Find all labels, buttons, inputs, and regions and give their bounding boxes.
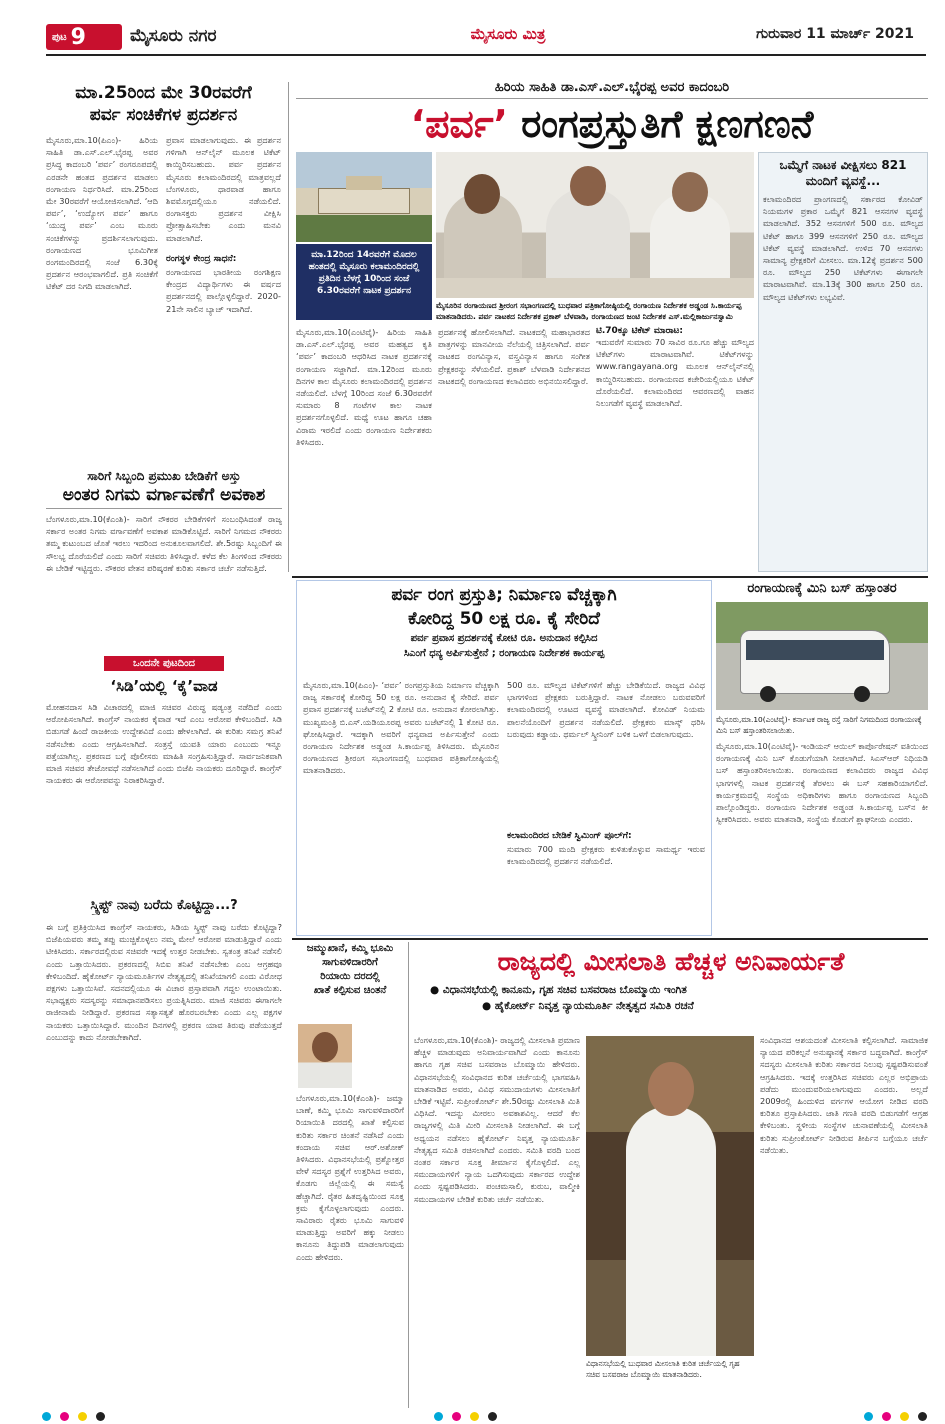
title-headline-red: ‘ಪರ್ವ’ [410,102,508,146]
registration-dot [434,1412,443,1421]
bommai-photo [586,1036,754,1356]
section-name: ಮೈಸೂರು ನಗರ [130,26,217,46]
body-col-2: 500 ರೂ. ಮೌಲ್ಯದ ಟಿಕೆಟ್‌ಗಳಿಗೆ ಹೆಚ್ಚು ಬೇಡಿಕೆಯಿದೆ. ರಾಜ್ಯದ ವಿವಿಧ ಭಾಗಗಳಿಂದ ಪ್ರೇಕ್ಷಕರು ಬರುತ್ತಿದ್ದಾರೆ. ನಾಟಕ ನೋಡಲು ಬರುವವರಿಗೆ ಕಲಾಮಂದಿರದಲ್ಲಿ ಊಟದ ವ್ಯವಸ್ಥೆ ಮಾಡಲಾಗಿದೆ. ಕೋವಿಡ್ ನಿಯಮ ಪಾಲನೆಯೊಂದಿಗೆ ಪ್ರದರ್ಶನ ನಡೆಯಲಿದೆ. ಪ್ರೇಕ್ಷಕರು ಮಾಸ್ಕ್ ಧರಿಸಿ ಬರುವುದು ಕಡ್ಡಾಯ. ಥರ್ಮಲ್ ಸ್ಕ್ರೀನಿಂಗ್ ಬಳಿಕ ಒಳಗೆ ಬಿಡಲಾಗುವುದು. [507,680,705,739]
header-rule [46,54,926,56]
registration-dot [900,1412,909,1421]
registration-dot [882,1412,891,1421]
headline: ರಿಯಾಯಿ ದರದಲ್ಲಿ [320,971,380,982]
subhead: ಸ್ಕ್ರಿಪ್ಟ್ ನಾವು ಬರೆದು ಕೊಟ್ಟಿದ್ದಾ...? [90,898,238,913]
subhead: ಕಲಾಮಂದಿರದ ಬೇಡಿಕೆ ಸ್ವಿಮಿಂಗ್ ಪೂಲ್‌ಗೆ: [507,831,632,841]
deck: ಸಿಎಂಗೆ ಧನ್ಯ ಅರ್ಪಿಸುತ್ತೇನೆ ; ರಂಗಾಯಣ ನಿರ್ದೇಶಕ ಕಾರ್ಯಪ್ಪ [403,648,605,659]
headline: ಮಾ.25ರಿಂದ ಮೇ 30ರವರೆಗೆ [75,83,252,103]
issue-date: ಗುರುವಾರ 11 ಮಾರ್ಚ್ 2021 [756,26,914,42]
page-number-badge [46,24,122,50]
body: ಬೆಂಗಳೂರು,ಮಾ.10(ಕೆಎಂಶಿ)- ಸಾರಿಗೆ ನೌಕರರ ಬೇಡಿಕೆಗಳಿಗೆ ಸಂಬಂಧಿಸಿದಂತೆ ರಾಜ್ಯ ಸರ್ಕಾರ ಅಂತರ ನಿಗಮ ವರ್ಗಾವಣೆಗೆ ಅವಕಾಶ ಮಾಡಿಕೊಟ್ಟಿದೆ. ಸಾರಿಗೆ ನಿಗಮದ ನೌಕರರು ತಮ್ಮ ಕುಟುಂಬದ ಜೊತೆ ಇರಲು ಇದರಿಂದ ಅನುಕೂಲವಾಗಲಿದೆ. ಶೇ.5ರಷ್ಟು ಸಿಬ್ಬಂದಿಗೆ ಈ ಸೌಲಭ್ಯ ದೊರೆಯಲಿದೆ ಎಂದು ಸಾರಿಗೆ ಸಚಿವರು ತಿಳಿಸಿದ್ದಾರೆ. ಕಳೆದ ಕೆಲ ತಿಂಗಳಿಂದ ನೌಕರರು ಈ ಬೇಡಿಕೆ ಇಟ್ಟಿದ್ದರು. ನೌಕರರ ವೇತನ ಪರಿಷ್ಕರಣೆ ಕುರಿತು ಸರ್ಕಾರ ಚರ್ಚೆ ನಡೆಸುತ್ತಿದೆ. [46,514,282,573]
press-photo-caption: ಮೈಸೂರಿನ ರಂಗಾಯಣದ ಶ್ರೀರಂಗ ಸಭಾಂಗಣದಲ್ಲಿ ಬುಧವಾರ ಪತ್ರಿಕಾಗೋಷ್ಠಿಯಲ್ಲಿ ರಂಗಾಯಣ ನಿರ್ದೇಶಕ ಅಡ್ಡಂಡ ಸಿ.ಕಾರ್ಯಪ್ಪ ಮಾತನಾಡಿದರು. ಪರ್ವ ನಾಟಕದ ನಿರ್ದೇಶಕ ಪ್ರಕಾಶ್ ಬೆಳವಾಡಿ, ರಂಗಾಯಣದ ಜಂಟಿ ನಿರ್ದೇಶಕ ಎಸ್.ಮಲ್ಲಿಕಾರ್ಜುನಸ್ವಾಮಿ [436,301,742,321]
masthead: ಮೈಸೂರು ಮಿತ್ರ [470,25,546,43]
body-continued: ಈ ಬಗ್ಗೆ ಪ್ರತಿಕ್ರಿಯಿಸಿದ ಕಾಂಗ್ರೆಸ್ ನಾಯಕರು, ಸಿಡಿಯ ಸ್ಕ್ರಿಪ್ಟ್ ನಾವು ಬರೆದು ಕೊಟ್ಟಿದ್ದಾ? ಬಿಜೆಪಿಯವರು ತಮ್ಮ ತಪ್ಪು ಮುಚ್ಚಿಕೊಳ್ಳಲು ನಮ್ಮ ಮೇಲೆ ಆರೋಪ ಮಾಡುತ್ತಿದ್ದಾರೆ ಎಂದು ಟೀಕಿಸಿದರು. ಸರ್ಕಾರದಲ್ಲಿರುವ ಸಚಿವರೇ ಇದಕ್ಕೆ ಉತ್ತರ ನೀಡಬೇಕು. ಸ್ವತಂತ್ರ ತನಿಖೆ ನಡೆಸಲಿ ಎಂದು ಒತ್ತಾಯಿಸಿದರು. ಪ್ರಕರಣದಲ್ಲಿ ಸಿಬಿಐ ತನಿಖೆ ನಡೆಸಬೇಕು ಎಂಬ ಆಗ್ರಹವೂ ಕೇಳಿಬಂದಿದೆ. ಹೈಕೋರ್ಟ್ ನ್ಯಾಯಮೂರ್ತಿಗಳ ನೇತೃತ್ವದಲ್ಲಿ ತನಿಖೆಯಾಗಲಿ ಎಂದು ವಿರೋಧ ಪಕ್ಷಗಳು ಒತ್ತಾಯಿಸಿವೆ. ಸದನದಲ್ಲಿಯೂ ಈ ವಿಚಾರ ಪ್ರಸ್ತಾಪವಾಗಿ ಗದ್ದಲ ಉಂಟಾಯಿತು. ಸಭಾಧ್ಯಕ್ಷರು ಸದಸ್ಯರನ್ನು ಸಮಾಧಾನಪಡಿಸಲು ಪ್ರಯತ್ನಿಸಿದರು. ಮಾಜಿ ಸಚಿವರು ಈಗಾಗಲೇ ರಾಜೀನಾಮೆ ನೀಡಿದ್ದಾರೆ. ಪ್ರಕರಣದ ಸತ್ಯಾಸತ್ಯತೆ ಹೊರಬರಬೇಕು ಎಂದು ಎಲ್ಲ ಪಕ್ಷಗಳ ನಾಯಕರು ಒತ್ತಾಯಿಸಿದ್ದಾರೆ. ಮುಂದಿನ ದಿನಗಳಲ್ಲಿ ಪ್ರಕರಣ ಯಾವ ತಿರುವು ಪಡೆಯುತ್ತದೆ ಎಂಬುದನ್ನು ಕಾದು ನೋಡಬೇಕಾಗಿದೆ. [46,922,282,1042]
body-col-2b: ರಂಗಾಯಣದ ಭಾರತೀಯ ರಂಗಶಿಕ್ಷಣ ಕೇಂದ್ರದ ವಿದ್ಯಾರ್ಥಿಗಳು ಈ ವರ್ಷದ ಪ್ರದರ್ಶನದಲ್ಲಿ ಪಾಲ್ಗೊಳ್ಳಲಿದ್ದಾರೆ. 2020-21ನೇ ಸಾಲಿನ ಬ್ಯಾಚ್ ಇದಾಗಿದೆ. [166,267,281,314]
subhead: ರಂಗಸ್ಥಳ ಕೇಂದ್ರ ಸಾಧನೆ: [166,254,237,264]
body-col-2: ಪ್ರವಾಸ ಮಾಡಲಾಗುವುದು. ಈ ಪ್ರದರ್ಶನ ಗಳಿಗಾಗಿ ಆನ್‌ಲೈನ್ ಮೂಲಕ ಟಿಕೆಟ್ ಕಾಯ್ದಿರಿಸಬಹುದು. ಪರ್ವ ಪ್ರದರ್ಶನ ಮೈಸೂರು ಕಲಾಮಂದಿರದಲ್ಲಿ ಮಾತ್ರವಲ್ಲದೆ ಬೆಂಗಳೂರು, ಧಾರವಾಡ ಹಾಗೂ ಶಿವಮೊಗ್ಗದಲ್ಲಿಯೂ ನಡೆಯಲಿದೆ. ರಂಗಾಸಕ್ತರು ಪ್ರದರ್ಶನ ವೀಕ್ಷಿಸಿ ಪ್ರೋತ್ಸಾಹಿಸಬೇಕು ಎಂದು ಮನವಿ ಮಾಡಲಾಗಿದೆ. [166,135,281,243]
sidebar-title: ಒಮ್ಮೆಗೆ ನಾಟಕ ವೀಕ್ಷಿಸಲು 821 ಮಂದಿಗೆ ವ್ಯವಸ್ಥೆ... [779,158,907,188]
print-registration-center [432,1406,499,1424]
body-col-3: ಸಂವಿಧಾನದ ಆಶಯದಂತೆ ಮೀಸಲಾತಿ ಕಲ್ಪಿಸಲಾಗಿದೆ. ಸಾಮಾಜಿಕ ನ್ಯಾಯದ ಪರಿಕಲ್ಪನೆ ಅನುಷ್ಠಾನಕ್ಕೆ ಸರ್ಕಾರ ಬದ್ಧವಾಗಿದೆ. ಕಾಂಗ್ರೆಸ್ ಸದಸ್ಯರು ಮೀಸಲಾತಿ ಕುರಿತು ಸರ್ಕಾರದ ನಿಲುವು ಸ್ಪಷ್ಟಪಡಿಸುವಂತೆ ಆಗ್ರಹಿಸಿದರು. ಇದಕ್ಕೆ ಉತ್ತರಿಸಿದ ಸಚಿವರು ಎಲ್ಲರ ಅಭಿಪ್ರಾಯ ಪಡೆದು ಮುಂದುವರಿಯಲಾಗುವುದು ಎಂದರು. ಅಲ್ಲದೆ 2009ರಲ್ಲಿ ಹಿಂದುಳಿದ ವರ್ಗಗಳ ಆಯೋಗ ನೀಡಿದ ವರದಿ ಕುರಿತೂ ಪ್ರಸ್ತಾಪಿಸಿದರು. ಜಾತಿ ಗಣತಿ ವರದಿ ಬಿಡುಗಡೆಗೆ ಆಗ್ರಹ ಕೇಳಿಬಂತು. ಸ್ಥಳೀಯ ಸಂಸ್ಥೆಗಳ ಚುನಾವಣೆಯಲ್ಲಿ ಮೀಸಲಾತಿ ಕುರಿತು ಸುಪ್ರೀಂಕೋರ್ಟ್ ನೀಡಿರುವ ತೀರ್ಪಿನ ಬಗ್ಗೆಯೂ ಚರ್ಚೆ ನಡೆಯಿತು. [760,1035,928,1155]
bullet-2-text: ಹೈಕೋರ್ಟ್ ನಿವೃತ್ತ ನ್ಯಾಯಮೂರ್ತಿ ನೇತೃತ್ವದ ಸಮಿತಿ ರಚನೆ [494,1000,694,1012]
bullet-1: ● ವಿಧಾನಸಭೆಯಲ್ಲಿ ಕಾನೂನು, ಗೃಹ ಸಚಿವ ಬಸವರಾಜ ಬೊಮ್ಮಾಯಿ ಇಂಗಿತ [430,984,687,996]
headline: ಕೋರಿದ್ದ 50 ಲಕ್ಷ ರೂ. ಕೈ ಸೇರಿದೆ [408,609,600,629]
body: ಮೈಸೂರು,ಮಾ.10(ಎಂಟಿವೈ)- ಇಂಡಿಯನ್ ಆಯಿಲ್ ಕಾರ್ಪೊರೇಷನ್ ವತಿಯಿಂದ ರಂಗಾಯಣಕ್ಕೆ ಮಿನಿ ಬಸ್ ಕೊಡುಗೆಯಾಗಿ ನೀಡಲಾಗಿದೆ. ಸಿಎಸ್‌ಆರ್ ನಿಧಿಯಡಿ ಬಸ್ ಹಸ್ತಾಂತರಿಸಲಾಯಿತು. ರಂಗಾಯಣದ ಕಲಾವಿದರು ರಾಜ್ಯದ ವಿವಿಧ ಭಾಗಗಳಲ್ಲಿ ನಾಟಕ ಪ್ರದರ್ಶನಕ್ಕೆ ತೆರಳಲು ಈ ಬಸ್ ಸಹಕಾರಿಯಾಗಲಿದೆ. ಕಾರ್ಯಕ್ರಮದಲ್ಲಿ ಸಂಸ್ಥೆಯ ಅಧಿಕಾರಿಗಳು ಹಾಗೂ ರಂಗಾಯಣದ ಸಿಬ್ಬಂದಿ ಪಾಲ್ಗೊಂಡಿದ್ದರು. ರಂಗಾಯಣ ನಿರ್ದೇಶಕ ಅಡ್ಡಂಡ ಸಿ.ಕಾರ್ಯಪ್ಪ ಬಸ್‌ನ ಕೀ ಸ್ವೀಕರಿಸಿದರು. ಅವರು ಮಾತನಾಡಿ, ಸಂಸ್ಥೆಯ ಕೊಡುಗೆ ಶ್ಲಾಘನೀಯ ಎಂದರು. [716,741,928,825]
story-cd [46,656,282,1408]
title-body-col-1: ಮೈಸೂರು,ಮಾ.10(ಎಂಟಿವೈ)- ಹಿರಿಯ ಸಾಹಿತಿ ಡಾ.ಎಸ್.ಎಲ್.ಭೈರಪ್ಪ ಅವರ ಮಹತ್ವದ ಕೃತಿ ‘ಪರ್ವ’ ಕಾದಂಬರಿ ಆಧರಿಸಿದ ನಾಟಕ ಪ್ರದರ್ಶನಕ್ಕೆ ರಂಗಾಯಣ ಸಜ್ಜಾಗಿದೆ. ಮಾ.12ರಿಂದ ಮೂರು ದಿನಗಳ ಕಾಲ ಮೈಸೂರು ಕಲಾಮಂದಿರದಲ್ಲಿ ಪ್ರದರ್ಶನ ನಡೆಯಲಿದೆ. ಬೆಳಗ್ಗೆ 10ರಿಂದ ಸಂಜೆ 6.30ರವರೆಗೆ ಸುಮಾರು 8 ಗಂಟೆಗಳ ಕಾಲ ನಾಟಕ ಪ್ರದರ್ಶನಗೊಳ್ಳಲಿದೆ. ಮಧ್ಯೆ ಊಟ ಹಾಗೂ ಚಹಾ ವಿರಾಮ ಇರಲಿದೆ ಎಂದು ರಂಗಾಯಣ ನಿರ್ದೇಶಕರು ತಿಳಿಸಿದರು. [296,327,432,447]
title-headline-black: ರಂಗಪ್ರಸ್ತುತಿಗೆ ಕ್ಷಣಗಣನೆ [521,102,814,146]
body-col-1: ಮೈಸೂರು,ಮಾ.10(ಪಿಎಂ)- ‘ಪರ್ವ’ ರಂಗಪ್ರಸ್ತುತಿಯ ನಿರ್ಮಾಣ ವೆಚ್ಚಕ್ಕಾಗಿ ರಾಜ್ಯ ಸರ್ಕಾರಕ್ಕೆ ಕೋರಿದ್ದ 50 ಲಕ್ಷ ರೂ. ಅನುದಾನ ಕೈ ಸೇರಿದೆ. ಪರ್ವ ಪ್ರವಾಸ ಪ್ರದರ್ಶನಕ್ಕೆ ಬಜೆಟ್‌ನಲ್ಲಿ 2 ಕೋಟಿ ರೂ. ಅನುದಾನ ಕೋರಲಾಗಿತ್ತು. ಮುಖ್ಯಮಂತ್ರಿ ಬಿ.ಎಸ್.ಯಡಿಯೂರಪ್ಪ ಅವರು ಬಜೆಟ್‌ನಲ್ಲಿ 1 ಕೋಟಿ ರೂ. ಘೋಷಿಸಿದ್ದಾರೆ. ಇದಕ್ಕಾಗಿ ಅವರಿಗೆ ಧನ್ಯವಾದ ಅರ್ಪಿಸುತ್ತೇನೆ ಎಂದು ರಂಗಾಯಣ ನಿರ್ದೇಶಕ ಅಡ್ಡಂಡ ಸಿ.ಕಾರ್ಯಪ್ಪ ತಿಳಿಸಿದರು. ಮೈಸೂರಿನ ರಂಗಾಯಣದ ಶ್ರೀರಂಗ ಸಭಾಂಗಣದಲ್ಲಿ ಬುಧವಾರ ಪತ್ರಿಕಾಗೋಷ್ಠಿಯಲ್ಲಿ ಮಾತನಾಡಿದರು. [303,680,499,776]
registration-dot [470,1412,479,1421]
body: ಬೆಂಗಳೂರು,ಮಾ.10(ಕೆಎಂಶಿ)- ಜಮ್ಮಾ ಬಾಣೆ, ಕಮ್ಮಿ ಭೂಮಿ ಸಾಗುವಳಿದಾರರಿಗೆ ರಿಯಾಯಿತಿ ದರದಲ್ಲಿ ಖಾತೆ ಕಲ್ಪಿಸುವ ಕುರಿತು ಸರ್ಕಾರ ಚಿಂತನೆ ನಡೆಸಿದೆ ಎಂದು ಕಂದಾಯ ಸಚಿವ ಆರ್.ಅಶೋಕ್ ತಿಳಿಸಿದರು. ವಿಧಾನಸಭೆಯಲ್ಲಿ ಪ್ರಶ್ನೋತ್ತರ ವೇಳೆ ಸದಸ್ಯರ ಪ್ರಶ್ನೆಗೆ ಉತ್ತರಿಸಿದ ಅವರು, ಕೊಡಗು ಜಿಲ್ಲೆಯಲ್ಲಿ ಈ ಸಮಸ್ಯೆ ಹೆಚ್ಚಾಗಿದೆ. ರೈತರ ಹಿತದೃಷ್ಟಿಯಿಂದ ಸೂಕ್ತ ಕ್ರಮ ಕೈಗೊಳ್ಳಲಾಗುವುದು ಎಂದರು. ಸಾವಿರಾರು ರೈತರು ಭೂಮಿ ಸಾಗುವಳಿ ಮಾಡುತ್ತಿದ್ದು ಅವರಿಗೆ ಹಕ್ಕು ನೀಡಲು ಕಾನೂನು ತಿದ್ದುಪಡಿ ಮಾಡಲಾಗುವುದು ಎಂದು ಹೇಳಿದರು. [296,1093,404,1262]
story-reservation [414,942,928,1408]
headline: ರಂಗಾಯಣಕ್ಕೆ ಮಿನಿ ಬಸ್ ಹಸ್ತಾಂತರ [747,581,897,596]
deck: ಪರ್ವ ಪ್ರವಾಸ ಪ್ರದರ್ಶನಕ್ಕೆ ಕೋಟಿ ರೂ. ಅನುದಾನ ಕಲ್ಪಿಸಿದ [410,633,598,644]
press-meet-photo [436,152,754,298]
registration-dot [488,1412,497,1421]
title-body-col-3: ಇದುವರೆಗೆ ಸುಮಾರು 70 ಸಾವಿರ ರೂ.ಗೂ ಹೆಚ್ಚು ಮೌಲ್ಯದ ಟಿಕೆಟ್‌ಗಳು ಮಾರಾಟವಾಗಿವೆ. ಟಿಕೆಟ್‌ಗಳನ್ನು www.rangayana.org ಮೂಲಕ ಆನ್‌ಲೈನ್‌ನಲ್ಲಿ ಕಾಯ್ದಿರಿಸಬಹುದು. ರಂಗಾಯಣದ ಕಚೇರಿಯಲ್ಲಿಯೂ ಟಿಕೆಟ್ ದೊರೆಯಲಿದೆ. ಕಲಾಮಂದಿರದ ಆವರಣದಲ್ಲಿ ವಾಹನ ನಿಲುಗಡೆಗೆ ವ್ಯವಸ್ಥೆ ಮಾಡಲಾಗಿದೆ. [596,337,754,409]
headline: ಖಾತೆ ಕಲ್ಪಿಸುವ ಚಿಂತನೆ [313,985,387,996]
story-funding [296,580,712,936]
story-mini-bus [716,580,928,936]
building-photo [296,152,432,242]
sidebar-text: ಕಲಾಮಂದಿರದ ಪ್ರಾಂಗಣದಲ್ಲಿ ಸರ್ಕಾರದ ಕೋವಿಡ್ ನಿಯಮಗಳ ಪ್ರಕಾರ ಒಮ್ಮೆಗೆ 821 ಆಸನಗಳ ವ್ಯವಸ್ಥೆ ಮಾಡಲಾಗಿದೆ. 352 ಆಸನಗಳಿಗೆ 500 ರೂ. ಮೌಲ್ಯದ ಟಿಕೆಟ್ ಹಾಗೂ 399 ಆಸನಗಳಿಗೆ 250 ರೂ. ಮೌಲ್ಯದ ಟಿಕೆಟ್ ವ್ಯವಸ್ಥೆ ಮಾಡಲಾಗಿದೆ. ಉಳಿದ 70 ಆಸನಗಳು ಸಾಮಾನ್ಯ ಪ್ರೇಕ್ಷಕರಿಗೆ ಮೀಸಲು. ಮಾ.12ಕ್ಕೆ ಪ್ರದರ್ಶನ 500 ರೂ. ಮೌಲ್ಯದ 250 ಟಿಕೆಟ್‌ಗಳು ಈಗಾಗಲೇ ಮಾರಾಟವಾಗಿವೆ. ಮಾ.13ಕ್ಕೆ 300 ಹಾಗೂ 250 ರೂ. ಮೌಲ್ಯದ ಟಿಕೆಟ್‌ಗಳು ಲಭ್ಯವಿವೆ. [763,194,923,302]
title-headline [296,98,928,150]
story-khata [296,942,404,1408]
page-number: 9 [70,24,86,50]
title-subhead: ಟಿ.70ಕ್ಕೂ ಟಿಕೆಟ್ ಮಾರಾಟ: [596,326,683,336]
bus-photo [716,602,928,710]
body: ಮೋಹನದಾಸ ಸಿಡಿ ವಿಚಾರದಲ್ಲಿ ಮಾಜಿ ಸಚಿವರ ವಿರುದ್ಧ ಷಡ್ಯಂತ್ರ ನಡೆದಿದೆ ಎಂದು ಆರೋಪಿಸಲಾಗಿದೆ. ಕಾಂಗ್ರೆಸ್ ನಾಯಕರ ಕೈವಾಡ ಇದೆ ಎಂಬ ಆರೋಪ ಕೇಳಿಬಂದಿದೆ. ಸಿಡಿ ಬಿಡುಗಡೆ ಹಿಂದೆ ರಾಜಕೀಯ ಉದ್ದೇಶವಿದೆ ಎಂದು ಹೇಳಲಾಗಿದೆ. ಈ ಕುರಿತು ಸಮಗ್ರ ತನಿಖೆ ನಡೆಸಬೇಕು ಎಂದು ಆಗ್ರಹಿಸಲಾಗಿದೆ. ಸಂತ್ರಸ್ತೆ ಯುವತಿ ಯಾರು ಎಂಬುದು ಇನ್ನೂ ಪತ್ತೆಯಾಗಿಲ್ಲ. ಪ್ರಕರಣದ ಬಗ್ಗೆ ಪೊಲೀಸರು ಮಾಹಿತಿ ಸಂಗ್ರಹಿಸುತ್ತಿದ್ದಾರೆ. ಸಾರ್ವಜನಿಕವಾಗಿ ಮಾಜಿ ಸಚಿವರ ತೇಜೋವಧೆ ನಡೆಸಲಾಗಿದೆ ಎಂದು ಬಿಜೆಪಿ ನಾಯಕರು ದೂರಿದ್ದಾರೆ. ಕಾಂಗ್ರೆಸ್ ನಾಯಕರು ಈ ಆರೋಪವನ್ನು ನಿರಾಕರಿಸಿದ್ದಾರೆ. [46,702,282,786]
print-registration-right [862,1406,929,1424]
bullet-1-text: ವಿಧಾನಸಭೆಯಲ್ಲಿ ಕಾನೂನು, ಗೃಹ ಸಚಿವ ಬಸವರಾಜ ಬೊಮ್ಮಾಯಿ ಇಂಗಿತ [442,984,687,996]
headline: ರಾಜ್ಯದಲ್ಲಿ ಮೀಸಲಾತಿ ಹೆಚ್ಚಳ ಅನಿವಾರ್ಯತೆ [497,947,845,976]
title-body-col-2: ಪ್ರದರ್ಶನಕ್ಕೆ ಹೋಲಿಸಲಾಗಿದೆ. ನಾಟಕದಲ್ಲಿ ಮಹಾಭಾರತದ ಪಾತ್ರಗಳನ್ನು ಮಾನವೀಯ ನೆಲೆಯಲ್ಲಿ ಚಿತ್ರಿಸಲಾಗಿದೆ. ಪರ್ವ ನಾಟಕದ ರಂಗವಿನ್ಯಾಸ, ವಸ್ತ್ರವಿನ್ಯಾಸ ಹಾಗೂ ಸಂಗೀತ ಪ್ರೇಕ್ಷಕರನ್ನು ಸೆಳೆಯಲಿದೆ. ಪ್ರಕಾಶ್ ಬೆಳವಾಡಿ ನಿರ್ದೇಶನದ ನಾಟಕದಲ್ಲಿ ರಂಗಾಯಣದ ಕಲಾವಿದರು ಅಭಿನಯಿಸಲಿದ್ದಾರೆ. [438,327,590,386]
story-transport-transfer [46,468,282,648]
body-col-1: ಮೈಸೂರು,ಮಾ.10(ಪಿಎಂ)- ಹಿರಿಯ ಸಾಹಿತಿ ಡಾ.ಎಸ್.ಎಲ್.ಭೈರಪ್ಪ ಅವರ ಪ್ರಸಿದ್ಧ ಕಾದಂಬರಿ ‘ಪರ್ವ’ ರಂಗರೂಪದಲ್ಲಿ ಎರಡನೇ ಹಂತದ ಪ್ರದರ್ಶನ ಮಾಡಲು ರಂಗಾಯಣ ನಿರ್ಧರಿಸಿದೆ. ಮಾ.25ರಿಂದ ಮೇ 30ರವರೆಗೆ ಆಯೋಜಿಸಲಾಗಿದೆ. ‘ಆದಿ ಪರ್ವ’, ‘ಉದ್ಯೋಗ ಪರ್ವ’ ಹಾಗೂ ‘ಯುದ್ಧ ಪರ್ವ’ ಎಂಬ ಮೂರು ಸಂಚಿಕೆಗಳನ್ನು ಪ್ರದರ್ಶಿಸಲಾಗುವುದು. ರಂಗಾಯಣದ ಭೂಮಿಗೀತ ರಂಗಮಂದಿರದಲ್ಲಿ ಸಂಜೆ 6.30ಕ್ಕೆ ಪ್ರದರ್ಶನ ಆರಂಭವಾಗಲಿದೆ. ಪ್ರತಿ ಸಂಚಿಕೆಗೆ ಟಿಕೆಟ್ ದರ ನಿಗದಿ ಮಾಡಲಾಗಿದೆ. [46,135,158,292]
seating-sidebar [758,152,928,572]
minister-photo [298,1024,352,1088]
story-parva-schedule [46,82,281,462]
page-label: ಪುಟ [52,31,67,43]
headline: ಸಾಗುವಳಿದಾರರಿಗೆ [322,957,378,968]
registration-dot [42,1412,51,1421]
headline: ‘ಸಿಡಿ’ಯಲ್ಲಿ ‘ಕೈ’ವಾಡ [110,677,218,695]
continued-tag: ಒಂದನೇ ಪುಟದಿಂದ [104,656,224,671]
bus-photo-caption: ಮೈಸೂರು,ಮಾ.10(ಎಂಟಿವೈ)- ಕರ್ನಾಟಕ ರಾಜ್ಯ ರಸ್ತೆ ಸಾರಿಗೆ ನಿಗಮದಿಂದ ರಂಗಾಯಣಕ್ಕೆ ಮಿನಿ ಬಸ್ ಹಸ್ತಾಂತರಿಸಲಾಯಿತು. [716,715,922,735]
bommai-photo-caption: ವಿಧಾನಸಭೆಯಲ್ಲಿ ಬುಧವಾರ ಮೀಸಲಾತಿ ಕುರಿತ ಚರ್ಚೆಯಲ್ಲಿ ಗೃಹ ಸಚಿವ ಬಸವರಾಜ ಬೊಮ್ಮಾಯಿ ಮಾತನಾಡಿದರು. [586,1359,740,1379]
registration-dot [96,1412,105,1421]
blurb-text: ಮಾ.12ರಿಂದ 14ರವರೆಗೆ ಮೊದಲ ಹಂತದಲ್ಲಿ ಮೈಸೂರು ಕಲಾಮಂದಿರದಲ್ಲಿ ಪ್ರತಿದಿನ ಬೆಳಗ್ಗೆ 10ರಿಂದ ಸಂಜೆ 6.30ರವರೆಗೆ ನಾಟಕ ಪ್ರದರ್ಶನ [308,250,420,296]
bullet-2: ● ಹೈಕೋರ್ಟ್ ನಿವೃತ್ತ ನ್ಯಾಯಮೂರ್ತಿ ನೇತೃತ್ವದ ಸಮಿತಿ ರಚನೆ [482,1000,694,1012]
registration-dot [918,1412,927,1421]
print-registration-left [40,1406,107,1424]
page-header [18,22,928,72]
body-col-2b: ಸುಮಾರು 700 ಮಂದಿ ಪ್ರೇಕ್ಷಕರು ಕುಳಿತುಕೊಳ್ಳುವ ಸಾಮರ್ಥ್ಯ ಇರುವ ಕಲಾಮಂದಿರದಲ್ಲಿ ಪ್ರದರ್ಶನ ನಡೆಯಲಿದೆ. [507,844,705,867]
boxed-blurb [296,244,432,320]
title-kicker: ಹಿರಿಯ ಸಾಹಿತಿ ಡಾ.ಎಸ್.ಎಲ್.ಭೈರಪ್ಪ ಅವರ ಕಾದಂಬರಿ [296,80,928,99]
registration-dot [60,1412,69,1421]
headline: ಅಂತರ ನಿಗಮ ವರ್ಗಾವಣೆಗೆ ಅವಕಾಶ [46,484,282,509]
registration-dot [78,1412,87,1421]
registration-dot [452,1412,461,1421]
headline: ಜಮ್ಮುಖಾನೆ, ಕಮ್ಮಿ ಭೂಮಿ [306,943,394,954]
headline: ಪರ್ವ ರಂಗ ಪ್ರಸ್ತುತಿ; ನಿರ್ಮಾಣ ವೆಚ್ಚಕ್ಕಾಗಿ [391,585,617,605]
headline-kicker: ಸಾರಿಗೆ ಸಿಬ್ಬಂದಿ ಪ್ರಮುಖ ಬೇಡಿಕೆಗೆ ಅಸ್ತು [87,469,241,483]
body-col-1: ಬೆಂಗಳೂರು,ಮಾ.10(ಕೆಎಂಶಿ)- ರಾಜ್ಯದಲ್ಲಿ ಮೀಸಲಾತಿ ಪ್ರಮಾಣ ಹೆಚ್ಚಳ ಮಾಡುವುದು ಅನಿವಾರ್ಯವಾಗಿದೆ ಎಂದು ಕಾನೂನು ಹಾಗೂ ಗೃಹ ಸಚಿವ ಬಸವರಾಜ ಬೊಮ್ಮಾಯಿ ಹೇಳಿದರು. ವಿಧಾನಸಭೆಯಲ್ಲಿ ಸಂವಿಧಾನದ ಕುರಿತ ಚರ್ಚೆಯಲ್ಲಿ ಭಾಗವಹಿಸಿ ಮಾತನಾಡಿದ ಅವರು, ವಿವಿಧ ಸಮುದಾಯಗಳು ಮೀಸಲಾತಿಗೆ ಬೇಡಿಕೆ ಇಟ್ಟಿವೆ. ಸುಪ್ರೀಂಕೋರ್ಟ್ ಶೇ.50ರಷ್ಟು ಮೀಸಲಾತಿ ಮಿತಿ ವಿಧಿಸಿದೆ. ಇದನ್ನು ಮೀರಲು ಅವಕಾಶವಿಲ್ಲ. ಆದರೆ ಕೆಲ ರಾಜ್ಯಗಳಲ್ಲಿ ಮಿತಿ ಮೀರಿ ಮೀಸಲಾತಿ ನೀಡಲಾಗಿದೆ. ಈ ಬಗ್ಗೆ ಅಧ್ಯಯನ ನಡೆಸಲು ಹೈಕೋರ್ಟ್ ನಿವೃತ್ತ ನ್ಯಾಯಮೂರ್ತಿ ನೇತೃತ್ವದ ಸಮಿತಿ ರಚಿಸಲಾಗಿದೆ ಎಂದರು. ಸಮಿತಿ ವರದಿ ಬಂದ ನಂತರ ಸರ್ಕಾರ ಸೂಕ್ತ ತೀರ್ಮಾನ ಕೈಗೊಳ್ಳಲಿದೆ. ಎಲ್ಲ ಸಮುದಾಯಗಳಿಗೆ ನ್ಯಾಯ ಒದಗಿಸುವುದು ಸರ್ಕಾರದ ಉದ್ದೇಶ ಎಂದು ಸ್ಪಷ್ಟಪಡಿಸಿದರು. ಪಂಚಮಸಾಲಿ, ಕುರುಬ, ವಾಲ್ಮೀಕಿ ಸಮುದಾಯಗಳ ಬೇಡಿಕೆ ಕುರಿತು ಚರ್ಚೆ ನಡೆಯಿತು. [414,1035,580,1204]
headline: ಪರ್ವ ಸಂಚಿಕೆಗಳ ಪ್ರದರ್ಶನ [89,105,238,125]
registration-dot [864,1412,873,1421]
